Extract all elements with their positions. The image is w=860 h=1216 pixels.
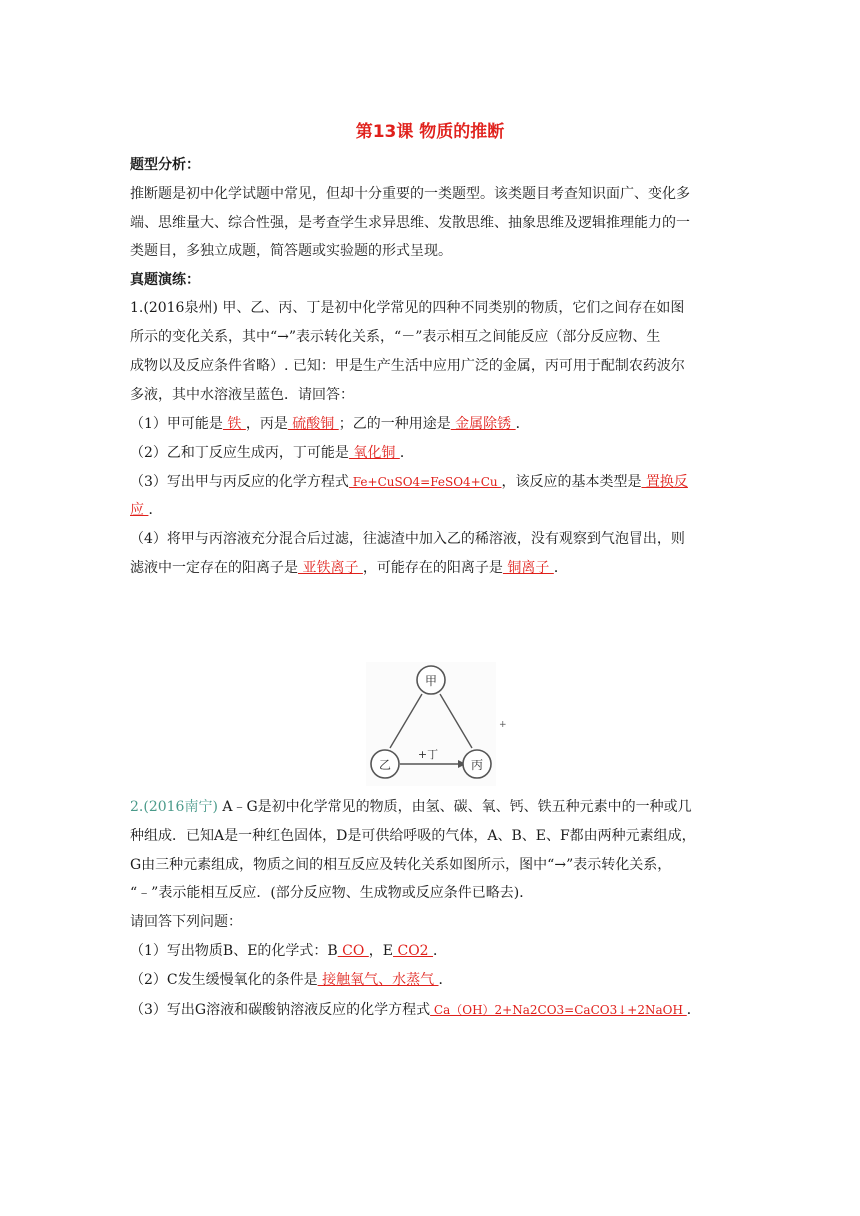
q1-answer-jia: 铁 bbox=[222, 416, 246, 432]
q1-part-3-cont bbox=[130, 500, 162, 520]
q2-stem-line-3: G由三种元素组成，物质之间的相互反应及转化关系如图所示，图中“→”表示转化关系， bbox=[130, 857, 672, 873]
q2-stem-first: A﹣G是初中化学常见的物质，由氢、碳、氧、钙、铁五种元素中的一种或几 bbox=[217, 799, 692, 815]
q1-answer-reaction-type-cont: 应 bbox=[130, 502, 149, 518]
q1-part-1-end: ． bbox=[515, 416, 530, 432]
q2-part-2 bbox=[130, 970, 453, 990]
q1-part-3-text: （3）写出甲与丙反应的化学方程式 bbox=[130, 474, 349, 490]
node-bing-label: 丙 bbox=[470, 758, 484, 772]
q2-part-1-end: ． bbox=[433, 943, 448, 959]
node-jia-label: 甲 bbox=[424, 674, 438, 688]
q2-part-1-text-b: ，E bbox=[368, 943, 394, 959]
q1-answer-equation: Fe+CuSO4=FeSO4+Cu bbox=[348, 475, 502, 489]
edge-label: +丁 bbox=[417, 748, 439, 761]
q2-stem-line-4: “﹣”表示能相互反应．(部分反应物、生成物或反应条件已略去)． bbox=[130, 885, 534, 901]
q2-answer-b: CO bbox=[337, 943, 369, 959]
q1-answer-definite-cation: 亚铁离子 bbox=[298, 560, 363, 576]
q1-stem-line-4: 多液，其中水溶液呈蓝色．请回答： bbox=[130, 387, 354, 403]
q1-relation-diagram bbox=[366, 662, 496, 786]
q2-stem-line-2: 种组成．已知A是一种红色固体，D是可供给呼吸的气体，A、B、E、F都由两种元素组成， bbox=[130, 828, 696, 844]
q1-answer-ding: 氧化铜 bbox=[348, 445, 400, 461]
q2-part-1-text: （1）写出物质B、E的化学式：B bbox=[130, 943, 338, 959]
q1-stem-line-1: 1.(2016泉州) 甲、乙、丙、丁是初中化学常见的四种不同类别的物质，它们之间存在如图 bbox=[130, 300, 685, 316]
q1-part-1-text-c: ；乙的一种用途是 bbox=[338, 416, 451, 432]
q2-part-3-end: ． bbox=[686, 1002, 701, 1018]
q2-answer-equation: Ca（OH）2+Na2CO3=CaCO3↓+2NaOH bbox=[430, 1003, 687, 1017]
q1-part-4-text: 滤液中一定存在的阳离子是 bbox=[130, 560, 298, 576]
stray-mark: + bbox=[499, 720, 507, 730]
q1-stem-line-3: 成物以及反应条件省略）. 已知：甲是生产生活中应用广泛的金属，丙可用于配制农药波尔 bbox=[130, 358, 685, 374]
intro-line-2: 端、思维量大、综合性强，是考查学生求异思维、发散思维、抽象思维及逻辑推理能力的一 bbox=[130, 215, 690, 231]
q2-part-3-text: （3）写出G溶液和碳酸钠溶液反应的化学方程式 bbox=[130, 1002, 431, 1018]
page-title: 第13课 物质的推断 bbox=[355, 122, 505, 142]
q1-part-1-text: （1）甲可能是 bbox=[130, 416, 223, 432]
intro-line-3: 类题目，多独立成题，简答题或实验题的形式呈现。 bbox=[130, 243, 452, 259]
q1-part-1 bbox=[130, 414, 530, 434]
q2-part-2-text: （2）C发生缓慢氧化的条件是 bbox=[130, 972, 318, 988]
q2-source: 2.(2016南宁) bbox=[130, 799, 218, 815]
q1-part-3-text-b: ，该反应的基本类型是 bbox=[501, 474, 642, 490]
q1-part-3-end: ． bbox=[148, 502, 163, 518]
q1-part-3 bbox=[130, 472, 688, 492]
q2-answer-e: CO2 bbox=[393, 943, 434, 959]
section-heading-analysis: 题型分析： bbox=[130, 157, 200, 173]
node-yi-label: 乙 bbox=[378, 758, 392, 772]
q1-part-4-end: ． bbox=[553, 560, 568, 576]
q2-stem-line-1 bbox=[130, 797, 692, 817]
q2-part-2-end: ． bbox=[438, 972, 453, 988]
section-heading-practice: 真题演练： bbox=[130, 272, 200, 288]
q1-answer-bing: 硫酸铜 bbox=[287, 416, 339, 432]
q2-part-3 bbox=[130, 1000, 701, 1020]
q1-part-4-text-b: ，可能存在的阳离子是 bbox=[362, 560, 503, 576]
q1-answer-yi-use: 金属除锈 bbox=[450, 416, 516, 432]
q1-part-2 bbox=[130, 443, 414, 463]
intro-line-1: 推断题是初中化学试题中常见，但却十分重要的一类题型。该类题目考查知识面广、变化多 bbox=[130, 186, 690, 202]
q1-part-4-line-1: （4）将甲与丙溶液充分混合后过滤，往滤渣中加入乙的稀溶液，没有观察到气泡冒出，则 bbox=[130, 531, 685, 547]
q2-stem-line-5: 请回答下列问题： bbox=[130, 914, 242, 930]
q1-part-2-text: （2）乙和丁反应生成丙，丁可能是 bbox=[130, 445, 349, 461]
q1-answer-reaction-type: 置换反 bbox=[641, 474, 688, 490]
q2-answer-condition: 接触氧气、水蒸气 bbox=[317, 972, 439, 988]
q1-part-4-line-2 bbox=[130, 558, 568, 578]
q1-part-2-end: ． bbox=[399, 445, 414, 461]
q1-answer-possible-cation: 铜离子 bbox=[502, 560, 554, 576]
q1-stem-line-2: 所示的变化关系，其中“→”表示转化关系，“－”表示相互之间能反应（部分反应物、生 bbox=[130, 329, 661, 345]
q2-part-1 bbox=[130, 941, 447, 961]
q1-part-1-text-b: ，丙是 bbox=[245, 416, 288, 432]
